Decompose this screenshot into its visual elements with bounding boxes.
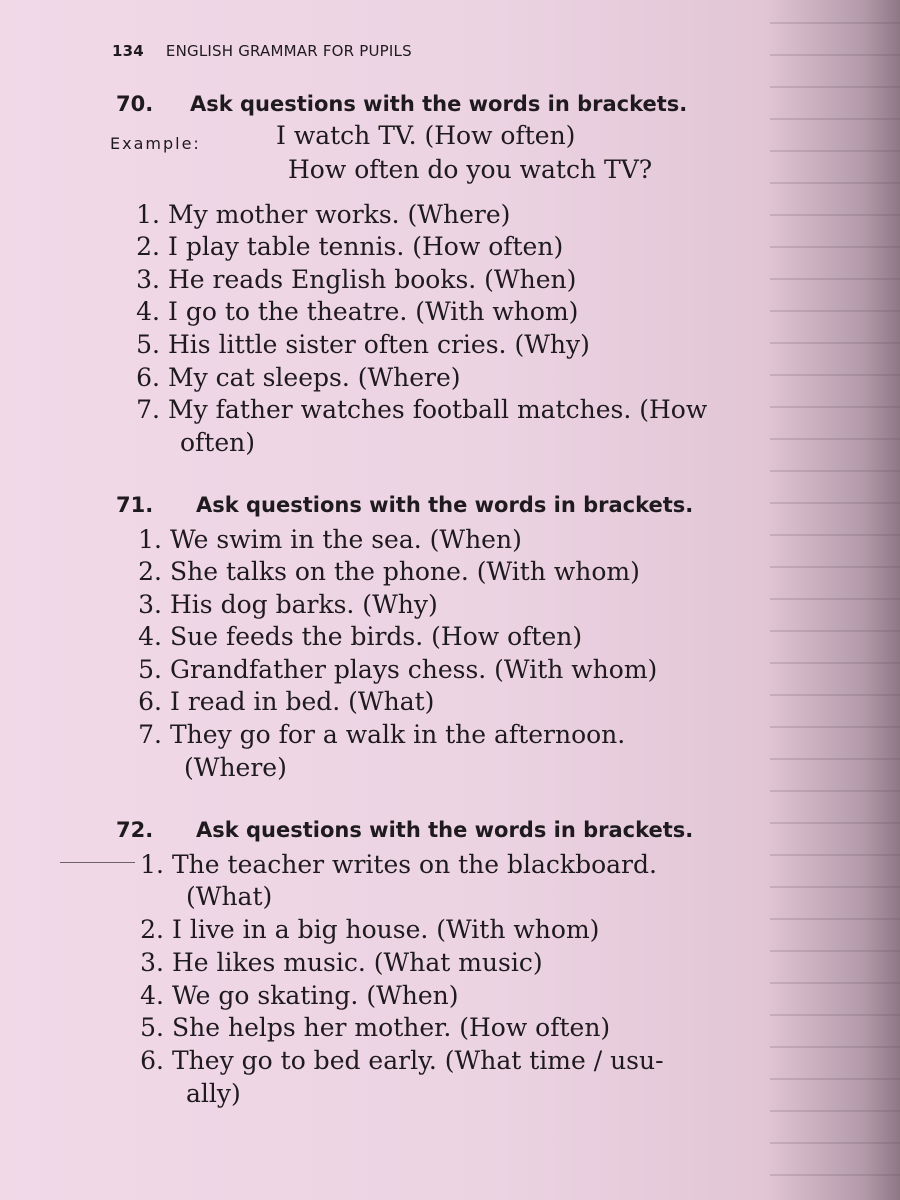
list-item: 4. I go to the theatre. (With whom) (136, 297, 579, 326)
example-sentence: I watch TV. (How often) (276, 121, 576, 150)
list-item: 5. Grandfather plays chess. (With whom) (138, 655, 658, 684)
list-item: 7. My father watches football matches. (How (136, 395, 708, 424)
book-title: ENGLISH GRAMMAR FOR PUPILS (165, 42, 412, 60)
list-item: 6. They go to bed early. (What time / usu- (140, 1046, 664, 1075)
list-item: 3. He likes music. (What music) (140, 948, 543, 977)
list-item: 2. I live in a big house. (With whom) (140, 915, 600, 944)
exercise-number: 71. (116, 493, 154, 517)
list-item: 4. Sue feeds the birds. (How often) (138, 622, 583, 651)
exercise-instruction: Ask questions with the words in brackets. (196, 818, 694, 842)
list-item: 2. I play table tennis. (How often) (136, 232, 564, 261)
exercise-number: 70. (116, 92, 154, 116)
list-item-continuation: (What) (186, 882, 273, 911)
exercise-instruction: Ask questions with the words in brackets. (190, 92, 688, 116)
list-item-continuation: (Where) (184, 753, 287, 782)
exercise-72-heading (116, 818, 693, 842)
running-head (112, 42, 412, 60)
page-number: 134 (112, 42, 144, 60)
exercise-instruction: Ask questions with the words in brackets. (196, 493, 694, 517)
list-item: 6. I read in bed. (What) (138, 687, 435, 716)
list-item: 5. She helps her mother. (How often) (140, 1013, 611, 1042)
example-label: Example: (110, 134, 201, 153)
bleed-through-shadow (770, 0, 900, 1200)
exercise-number: 72. (116, 818, 154, 842)
example-answer: How often do you watch TV? (288, 155, 653, 184)
list-item: 7. They go for a walk in the afternoon. (138, 720, 626, 749)
list-item-continuation: often) (180, 428, 255, 457)
list-item: 4. We go skating. (When) (140, 981, 459, 1010)
list-item: 1. We swim in the sea. (When) (138, 525, 522, 554)
list-item: 1. My mother works. (Where) (136, 200, 511, 229)
exercise-71-heading (116, 493, 693, 517)
list-item: 2. She talks on the phone. (With whom) (138, 557, 640, 586)
list-item: 1. The teacher writes on the blackboard. (140, 850, 657, 879)
list-item: 5. His little sister often cries. (Why) (136, 330, 590, 359)
list-item: 3. He reads English books. (When) (136, 265, 577, 294)
list-item: 6. My cat sleeps. (Where) (136, 363, 461, 392)
list-item-continuation: ally) (186, 1079, 241, 1108)
list-item: 3. His dog barks. (Why) (138, 590, 438, 619)
exercise-70-heading (116, 92, 687, 116)
